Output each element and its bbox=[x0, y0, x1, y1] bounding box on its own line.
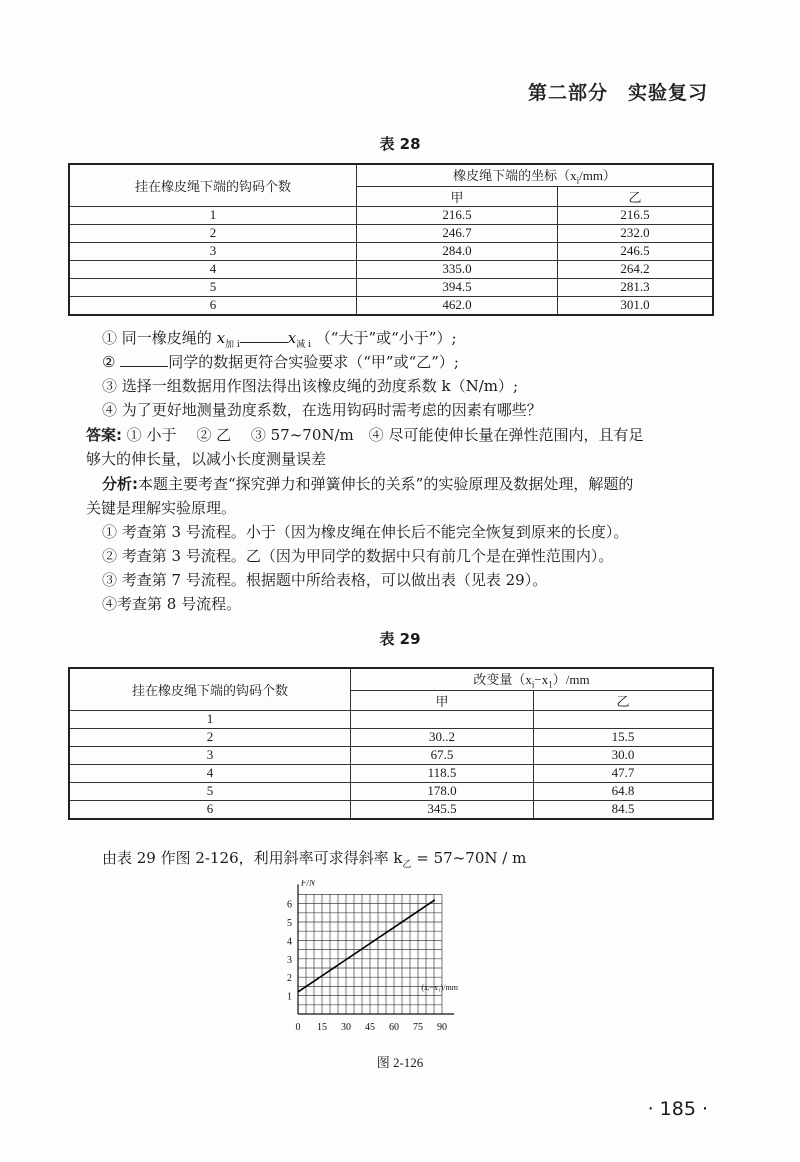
table-row: 3 284.0 246.5 bbox=[69, 242, 713, 260]
table29-row-header: 挂在橡皮绳下端的钩码个数 bbox=[69, 668, 351, 710]
analysis-item-2: ② 考查第 3 号流程。乙（因为甲同学的数据中只有前几个是在弹性范围内）。 bbox=[102, 547, 614, 565]
conclusion-text: 由表 29 作图 2-126，利用斜率可求得斜率 $k_乙$ = 57~70N / m bbox=[102, 849, 527, 870]
table-row: 6 462.0 301.0 bbox=[69, 296, 713, 315]
table-row: 5 394.5 281.3 bbox=[69, 278, 713, 296]
table29-group-header: 改变量$(x_i-x_1)/mm$ bbox=[351, 668, 714, 690]
analysis-item-1: ① 考查第 3 号流程。小于（因为橡皮绳在伸长后不能完全恢复到原来的长度）。 bbox=[102, 523, 629, 541]
table-row: 2 30..2 15.5 bbox=[69, 728, 713, 746]
table28-row-header: 挂在橡皮绳下端的钩码个数 bbox=[69, 164, 357, 206]
y-tick-label: 1 bbox=[287, 991, 292, 1003]
table-row: 2 246.7 232.0 bbox=[69, 224, 713, 242]
force-extension-chart bbox=[270, 880, 510, 1040]
table29-col-a: 甲 bbox=[351, 690, 534, 710]
x-tick-label: 75 bbox=[413, 1022, 423, 1033]
table-row: 1 bbox=[69, 710, 713, 728]
series-line bbox=[298, 900, 435, 992]
table-row: 3 67.5 30.0 bbox=[69, 746, 713, 764]
y-axis-label: F/N bbox=[301, 880, 316, 888]
analysis-line-1: 分析:本题主要考查“探究弹力和弹簧伸长的关系”的实验原理及数据处理，解题的 bbox=[102, 475, 634, 493]
y-tick-label: 5 bbox=[287, 918, 292, 929]
table28-col-a: 甲 bbox=[357, 186, 558, 206]
answer-line-1: 答案: ① 小于 ② 乙 ③ 57~70N/m ④ 尽可能使伸长量在弹性范围内，且有足 bbox=[86, 426, 644, 444]
table-row: 5 178.0 64.8 bbox=[69, 782, 713, 800]
table-row: 6 345.5 84.5 bbox=[69, 800, 713, 819]
table-row: 4 335.0 264.2 bbox=[69, 260, 713, 278]
table28-caption: 表 28 bbox=[379, 135, 421, 153]
y-tick-label: 3 bbox=[287, 954, 292, 966]
question-3: ③ 选择一组数据用作图法得出该橡皮绳的劲度系数 k（N/m）; bbox=[102, 377, 519, 395]
page-number: · 185 · bbox=[647, 1098, 708, 1120]
x-tick-label: 60 bbox=[389, 1022, 399, 1033]
y-tick-label: 2 bbox=[287, 973, 292, 985]
table-row: 1 216.5 216.5 bbox=[69, 206, 713, 224]
question-1: ① 同一橡皮绳的 $x_{加 i}$ $x_{减 i}$ （“大于”或“小于”）; bbox=[102, 329, 457, 350]
figure-caption: 图 2-126 bbox=[376, 1055, 424, 1070]
y-tick-label: 4 bbox=[287, 936, 292, 948]
table29-col-b: 乙 bbox=[534, 690, 714, 710]
section-title: 第二部分 实验复习 bbox=[527, 82, 708, 104]
table28-col-b: 乙 bbox=[558, 186, 714, 206]
y-tick-label: 6 bbox=[287, 899, 292, 911]
analysis-line-2: 关键是理解实验原理。 bbox=[86, 499, 237, 517]
x-tick-label: 45 bbox=[365, 1022, 375, 1033]
table-row: 4 118.5 47.7 bbox=[69, 764, 713, 782]
x-tick-label: 0 bbox=[295, 1022, 301, 1033]
table28-group-header: 橡皮绳下端的坐标$(x_i/mm)$ bbox=[357, 164, 714, 186]
analysis-item-3: ③ 考查第 7 号流程。根据题中所给表格，可以做出表（见表 29）。 bbox=[102, 571, 548, 589]
question-2: ② 同学的数据更符合实验要求（“甲”或“乙”）; bbox=[102, 353, 459, 371]
x-axis-label: (xᵢ−x₁)/mm bbox=[421, 983, 458, 992]
x-tick-label: 15 bbox=[317, 1022, 327, 1033]
question-4: ④ 为了更好地测量劲度系数，在选用钩码时需考虑的因素有哪些？ bbox=[102, 401, 542, 419]
table29-caption: 表 29 bbox=[379, 630, 421, 648]
analysis-item-4: ④考查第 8 号流程。 bbox=[102, 595, 242, 613]
table28 bbox=[68, 163, 714, 316]
table29 bbox=[68, 667, 714, 820]
x-tick-label: 90 bbox=[437, 1022, 447, 1033]
x-tick-label: 30 bbox=[341, 1022, 351, 1033]
answer-line-2: 够大的伸长量，以减小长度测量误差 bbox=[86, 450, 327, 468]
